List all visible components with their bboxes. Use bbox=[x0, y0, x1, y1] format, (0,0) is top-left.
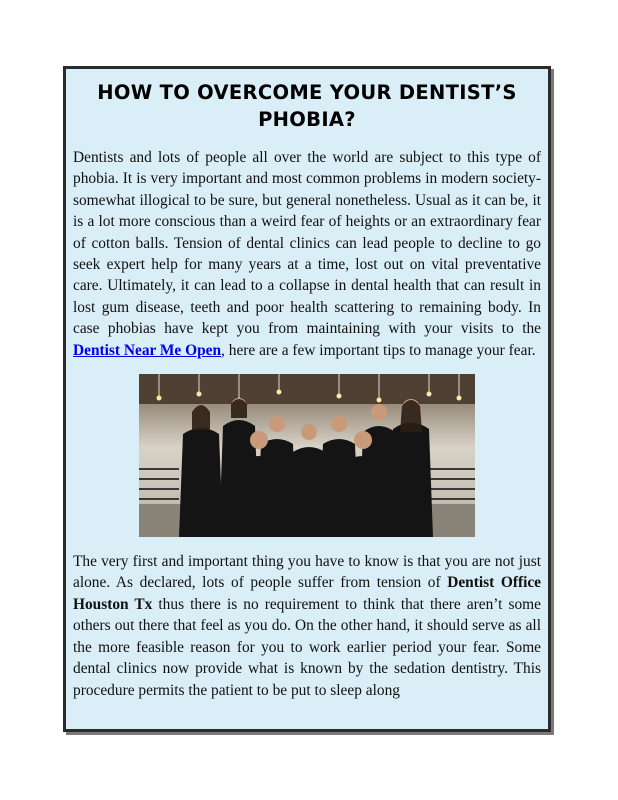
intro-paragraph bbox=[73, 147, 541, 361]
second-text-before: The very first and important thing you have to know is that you are not just alone. As declared, lots of people suffer from tension of bbox=[73, 553, 541, 592]
second-text-after: thus there is no requirement to think that there aren’t some others out there that feel as you do. On the other hand, it should serve as all the more feasible reason for you to work earlier period your fear. Some dental clinics now provide what is known by the sedation dentistry. This procedure permits the patient to be put to sleep along bbox=[73, 595, 541, 699]
article-title: HOW TO OVERCOME YOUR DENTIST’S PHOBIA? bbox=[97, 81, 517, 131]
dentist-near-me-open-link[interactable]: Dentist Near Me Open bbox=[73, 341, 222, 359]
team-photo bbox=[139, 374, 475, 537]
intro-text-before: Dentists and lots of people all over the world are subject to this type of phobia. It is very important and most common problems in modern society-somewhat illogical to be sure, but general nonetheless. Usual as it can be, it is a lot more conscious than a weird fear of heights or an extraordinary fear of cotton balls. Tension of dental clinics can lead people to decline to go seek expert help for many years at a time, lost out on vital preventative care. Ultimately, it can lead to a collapse in dental health that can result in lost gum disease, teeth and poor health scattering to remaining body. In case phobias have kept you from maintaining with your visits to the bbox=[73, 149, 541, 338]
second-paragraph bbox=[73, 551, 541, 701]
dentist-office-houston-bold: Dentist Office Houston Tx bbox=[73, 574, 542, 613]
article-frame bbox=[63, 66, 551, 732]
intro-text-after: , here are a few important tips to manage your fear. bbox=[221, 341, 536, 359]
